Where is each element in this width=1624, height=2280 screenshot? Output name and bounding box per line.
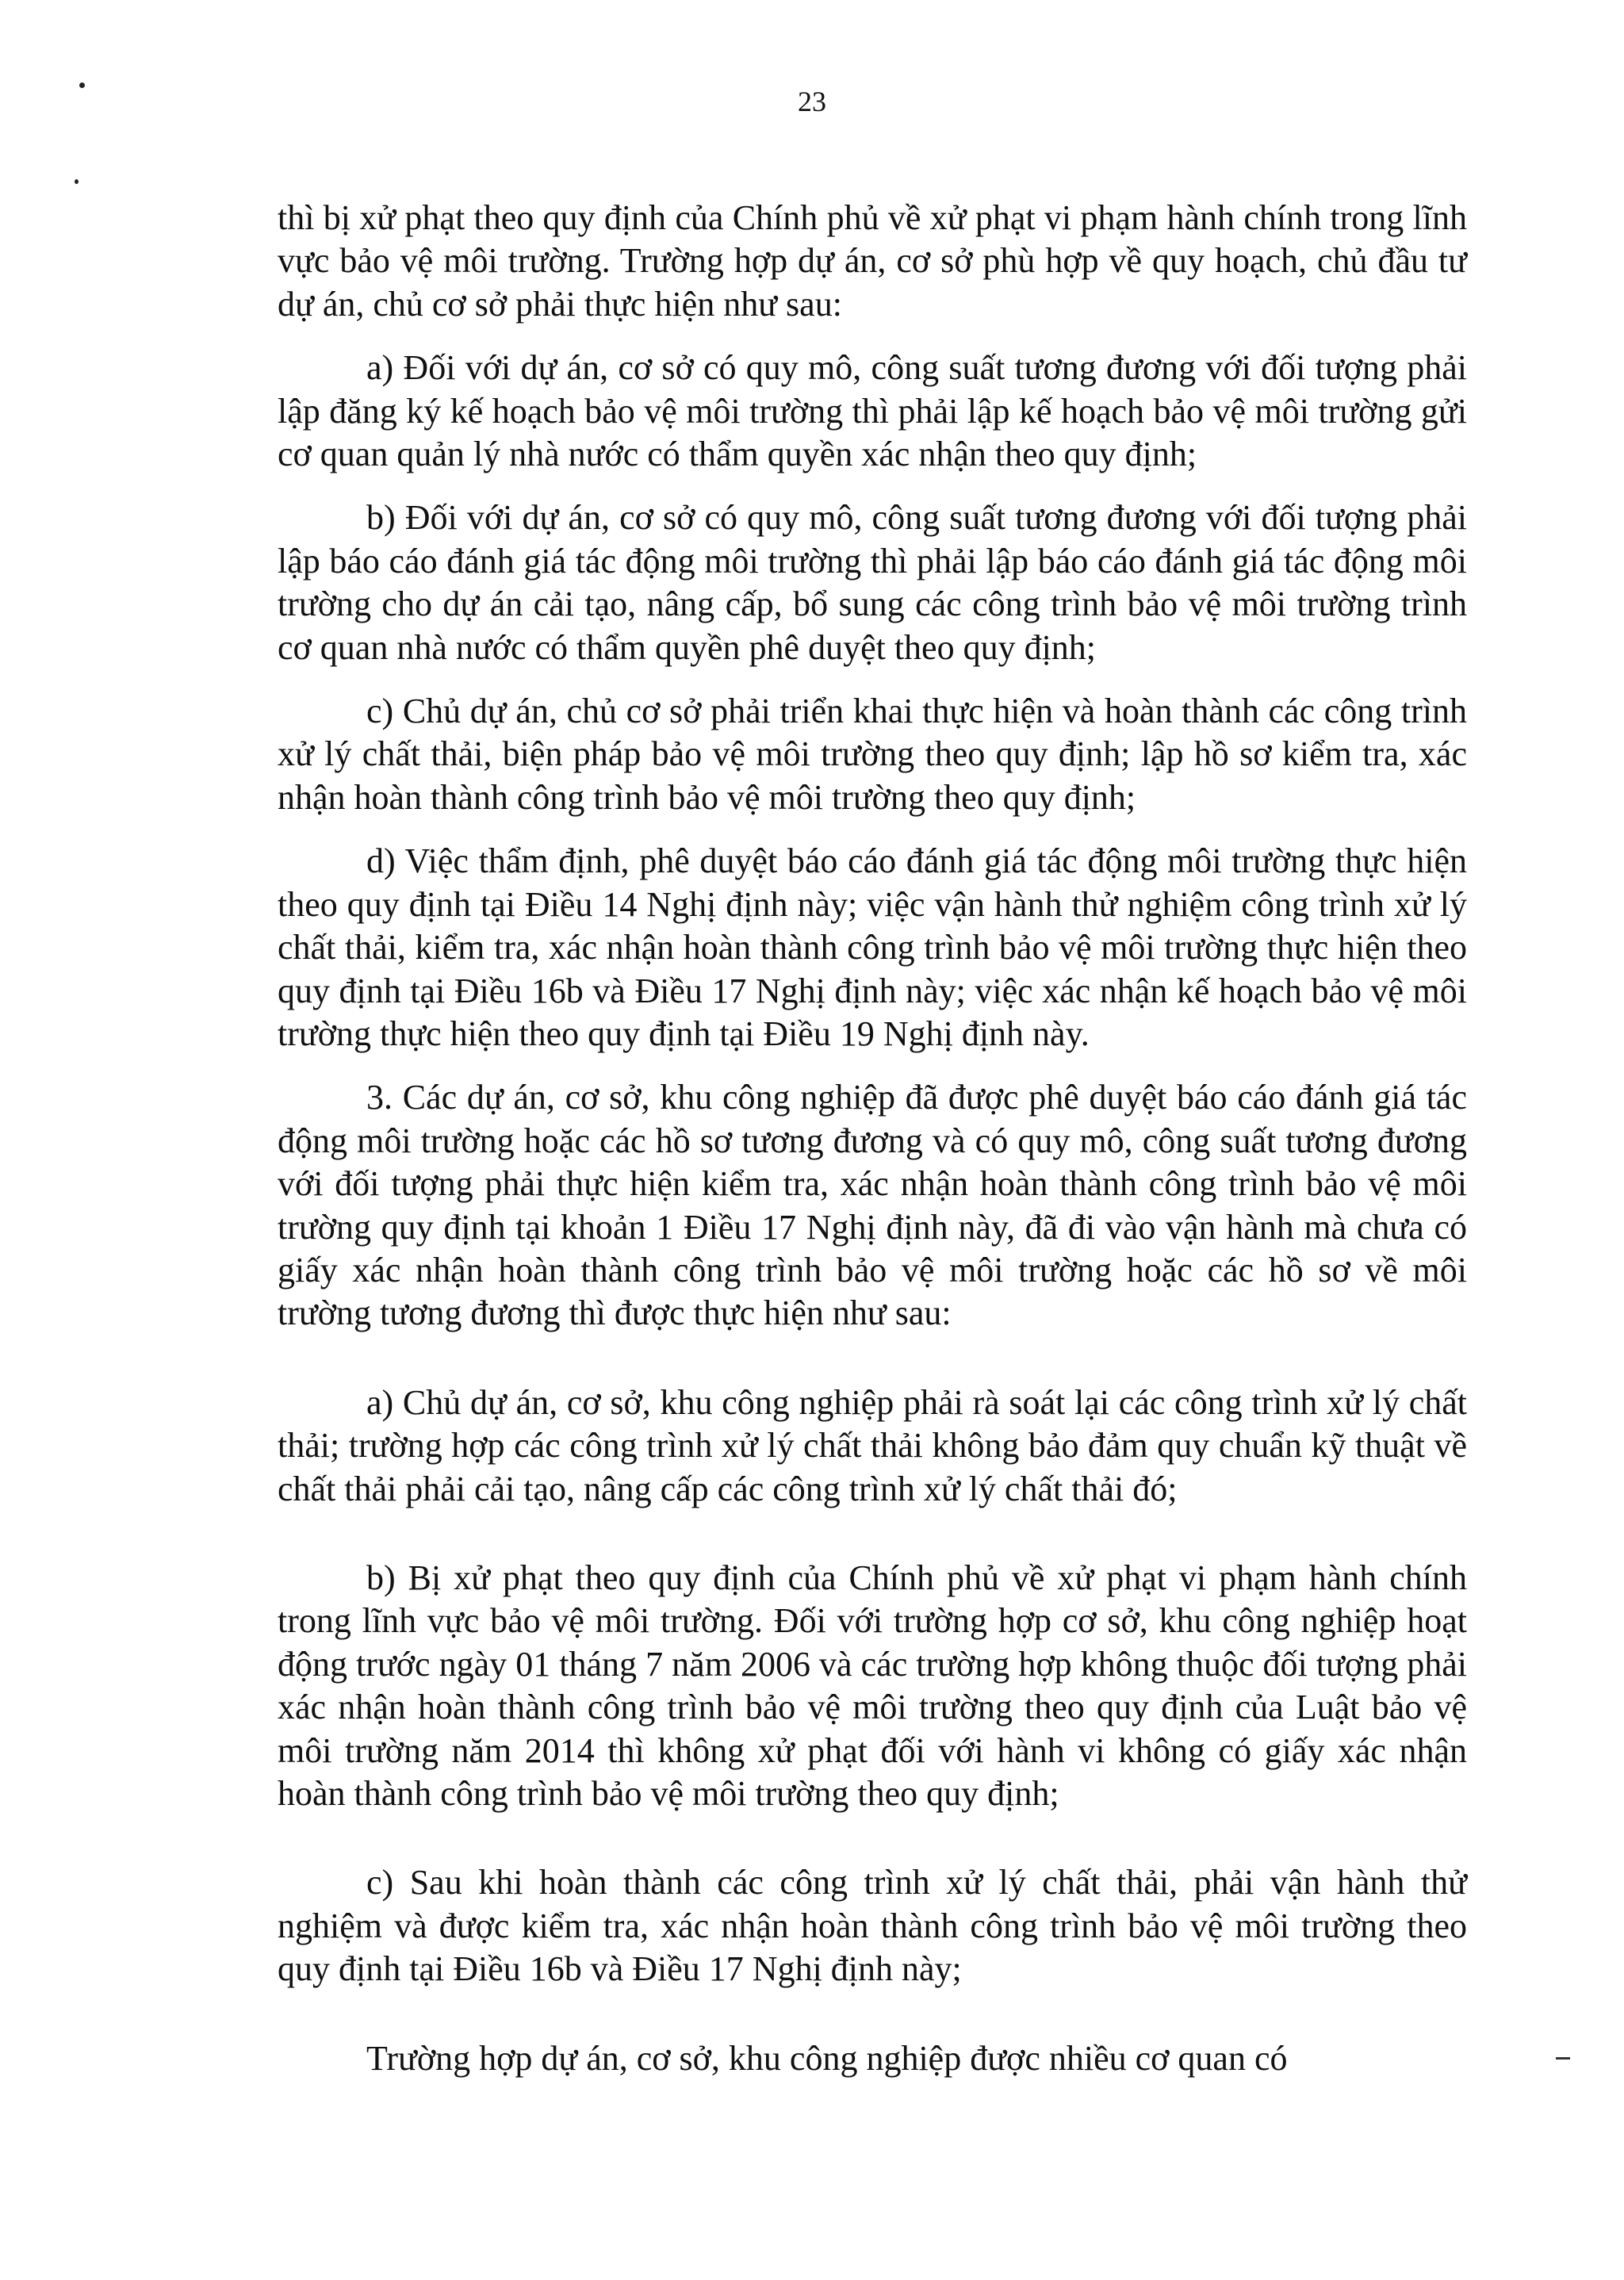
document-body [278, 197, 1467, 2080]
page-number: 23 [798, 86, 826, 117]
paragraph-closing: Trường hợp dự án, cơ sở, khu công nghiệp được nhiều cơ quan có [366, 2038, 1288, 2078]
paragraph-continuation: thì bị xử phạt theo quy định của Chính phủ về xử phạt vi phạm hành chính trong lĩnh vực bảo vệ môi trường. Trường hợp dự án, cơ sở phù hợp về quy hoạch, chủ đầu tư dự án, chủ cơ sở phải thực hiện như sau: [278, 198, 1467, 324]
paragraph-clause-3-item-b: b) Bị xử phạt theo quy định của Chính phủ về xử phạt vi phạm hành chính trong lĩnh vực bảo vệ môi trường. Đối với trường hợp cơ sở, khu công nghiệp hoạt động trước ngày 01 tháng 7 năm 2006 và các trường hợp không thuộc đối tượng phải xác nhận hoàn thành công trình bảo vệ môi trường theo quy định của Luật bảo vệ môi trường năm 2014 thì không xử phạt đối với hành vi không có giấy xác nhận hoàn thành công trình bảo vệ môi trường theo quy định; [278, 1558, 1467, 1813]
paragraph-clause-3: 3. Các dự án, cơ sở, khu công nghiệp đã được phê duyệt báo cáo đánh giá tác động môi trường hoặc các hồ sơ tương đương và có quy mô, công suất tương đương với đối tượng phải thực hiện kiểm tra, xác nhận hoàn thành công trình bảo vệ môi trường quy định tại khoản 1 Điều 17 Nghị định này, đã đi vào vận hành mà chưa có giấy xác nhận hoàn thành công trình bảo vệ môi trường hoặc các hồ sơ về môi trường tương đương thì được thực hiện như sau: [278, 1078, 1467, 1333]
paragraph-item-b: b) Đối với dự án, cơ sở có quy mô, công suất tương đương với đối tượng phải lập báo cáo đánh giá tác động môi trường thì phải lập báo cáo đánh giá tác động môi trường cho dự án cải tạo, nâng cấp, bổ sung các công trình bảo vệ môi trường trình cơ quan nhà nước có thẩm quyền phê duyệt theo quy định; [278, 498, 1467, 667]
paragraph-item-d: d) Việc thẩm định, phê duyệt báo cáo đánh giá tác động môi trường thực hiện theo quy định tại Điều 14 Nghị định này; việc vận hành thử nghiệm công trình xử lý chất thải, kiểm tra, xác nhận hoàn thành công trình bảo vệ môi trường thực hiện theo quy định tại Điều 16b và Điều 17 Nghị định này; việc xác nhận kế hoạch bảo vệ môi trường thực hiện theo quy định tại Điều 19 Nghị định này. [278, 841, 1467, 1053]
scan-mark [1556, 2057, 1570, 2060]
scan-speck [75, 179, 79, 184]
paragraph-clause-3-item-a: a) Chủ dự án, cơ sở, khu công nghiệp phải rà soát lại các công trình xử lý chất thải; trường hợp các công trình xử lý chất thải không bảo đảm quy chuẩn kỹ thuật về chất thải phải cải tạo, nâng cấp các công trình xử lý chất thải đó; [278, 1382, 1467, 1508]
paragraph-clause-3-item-c: c) Sau khi hoàn thành các công trình xử lý chất thải, phải vận hành thử nghiệm và được kiểm tra, xác nhận hoàn thành công trình bảo vệ môi trường theo quy định tại Điều 16b và Điều 17 Nghị định này; [278, 1863, 1467, 1989]
paragraph-item-c: c) Chủ dự án, chủ cơ sở phải triển khai thực hiện và hoàn thành các công trình xử lý chất thải, biện pháp bảo vệ môi trường theo quy định; lập hồ sơ kiểm tra, xác nhận hoàn thành công trình bảo vệ môi trường theo quy định; [278, 692, 1467, 817]
paragraph-item-a: a) Đối với dự án, cơ sở có quy mô, công suất tương đương với đối tượng phải lập đăng ký kế hoạch bảo vệ môi trường thì phải lập kế hoạch bảo vệ môi trường gửi cơ quan quản lý nhà nước có thẩm quyền xác nhận theo quy định; [278, 348, 1467, 474]
